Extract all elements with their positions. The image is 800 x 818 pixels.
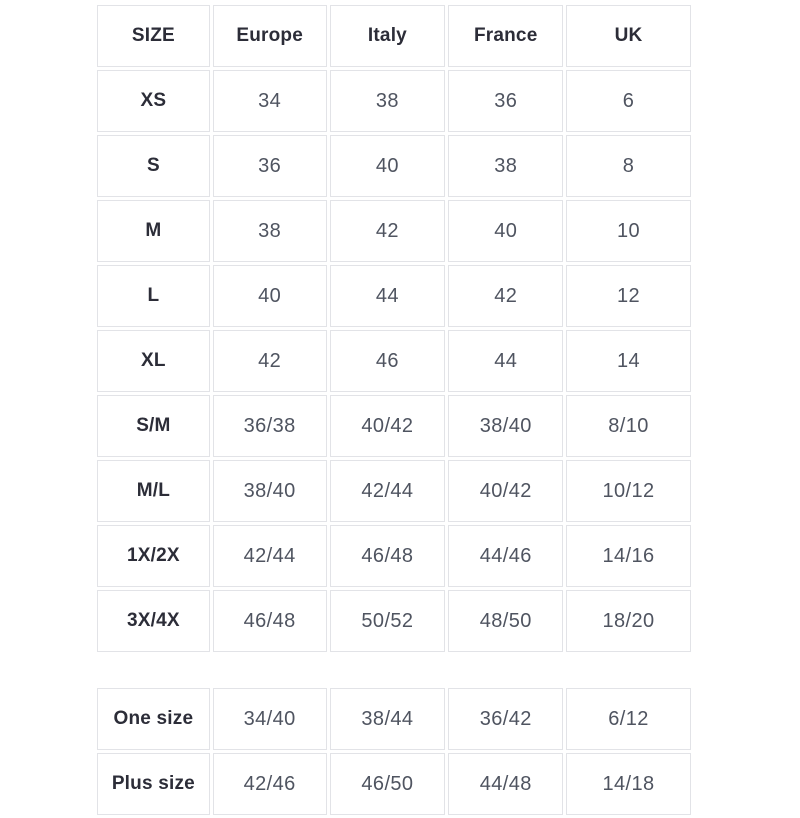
table-row-xs (97, 70, 691, 132)
size-cell: 8 (566, 135, 691, 197)
size-cell: 40/42 (330, 395, 446, 457)
size-cell: 40/42 (448, 460, 563, 522)
size-cell: 46/48 (213, 590, 327, 652)
size-cell: 44/46 (448, 525, 563, 587)
size-cell: 10 (566, 200, 691, 262)
column-header-uk: UK (566, 5, 691, 67)
size-cell: 8/10 (566, 395, 691, 457)
table-row-xl (97, 330, 691, 392)
size-chart-page (94, 2, 698, 818)
size-cell: 34/40 (213, 688, 327, 750)
column-header-italy: Italy (330, 5, 446, 67)
size-cell: 42/46 (213, 753, 327, 815)
size-cell: 42/44 (213, 525, 327, 587)
size-cell: 36/38 (213, 395, 327, 457)
size-cell: 36 (213, 135, 327, 197)
size-cell: 40 (213, 265, 327, 327)
size-cell: 42 (448, 265, 563, 327)
size-cell: 42 (330, 200, 446, 262)
row-label: One size (97, 688, 210, 750)
size-cell: 14/16 (566, 525, 691, 587)
size-cell: 46/50 (330, 753, 446, 815)
size-cell: 10/12 (566, 460, 691, 522)
table-row-l (97, 265, 691, 327)
size-cell: 6 (566, 70, 691, 132)
size-cell: 38 (448, 135, 563, 197)
size-cell: 34 (213, 70, 327, 132)
row-label: M/L (97, 460, 210, 522)
size-cell: 50/52 (330, 590, 446, 652)
size-cell: 38 (330, 70, 446, 132)
row-label: S (97, 135, 210, 197)
size-conversion-table (94, 2, 694, 655)
size-cell: 14/18 (566, 753, 691, 815)
table-row-plus-size (97, 753, 691, 815)
size-cell: 36/42 (448, 688, 563, 750)
size-cell: 46 (330, 330, 446, 392)
row-label: 1X/2X (97, 525, 210, 587)
size-cell: 6/12 (566, 688, 691, 750)
size-cell: 44 (330, 265, 446, 327)
size-cell: 38/44 (330, 688, 446, 750)
size-cell: 44/48 (448, 753, 563, 815)
size-cell: 36 (448, 70, 563, 132)
size-cell: 44 (448, 330, 563, 392)
row-label: M (97, 200, 210, 262)
column-header-europe: Europe (213, 5, 327, 67)
row-label: XL (97, 330, 210, 392)
column-header-size: SIZE (97, 5, 210, 67)
row-label: XS (97, 70, 210, 132)
size-cell: 42 (213, 330, 327, 392)
table-row-m-l (97, 460, 691, 522)
table-row-3x-4x (97, 590, 691, 652)
special-sizes-table (94, 685, 694, 818)
table-row-one-size (97, 688, 691, 750)
table-row-m (97, 200, 691, 262)
table-row-1x-2x (97, 525, 691, 587)
row-label: 3X/4X (97, 590, 210, 652)
size-cell: 46/48 (330, 525, 446, 587)
table-row-s (97, 135, 691, 197)
size-cell: 48/50 (448, 590, 563, 652)
table-row-s-m (97, 395, 691, 457)
row-label: S/M (97, 395, 210, 457)
size-cell: 38/40 (448, 395, 563, 457)
size-cell: 42/44 (330, 460, 446, 522)
row-label: L (97, 265, 210, 327)
size-cell: 18/20 (566, 590, 691, 652)
header-row (97, 5, 691, 67)
size-cell: 12 (566, 265, 691, 327)
column-header-france: France (448, 5, 563, 67)
size-cell: 40 (330, 135, 446, 197)
size-cell: 40 (448, 200, 563, 262)
row-label: Plus size (97, 753, 210, 815)
size-cell: 38 (213, 200, 327, 262)
size-cell: 38/40 (213, 460, 327, 522)
size-cell: 14 (566, 330, 691, 392)
